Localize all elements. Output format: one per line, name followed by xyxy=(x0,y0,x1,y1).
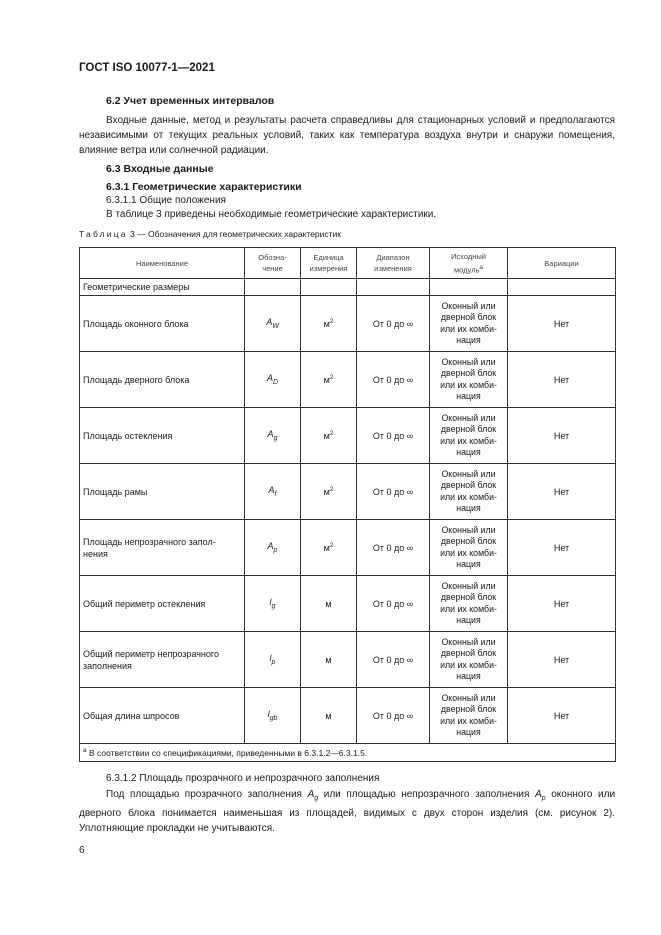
col-header-symbol: Обозна- чение xyxy=(245,248,301,279)
footnote-row xyxy=(80,744,616,762)
cell-unit-text: м xyxy=(325,599,332,609)
table-row xyxy=(80,688,616,744)
section-6-3-1-2-title: 6.3.1.2 Площадь прозрачного и непрозрачного заполнения xyxy=(106,773,380,784)
cell-variations: Нет xyxy=(508,408,616,464)
symbol-a-p-subscript: p xyxy=(541,795,546,802)
cell-symbol xyxy=(245,520,301,576)
cell-module: Оконный или дверной блок или их комби- нация xyxy=(430,576,508,632)
cell-symbol-letter: A xyxy=(267,429,274,440)
cell-symbol-letter: A xyxy=(266,317,273,328)
cell-module: Оконный или дверной блок или их комби- нация xyxy=(430,520,508,576)
cell-unit xyxy=(301,632,357,688)
subheader-row xyxy=(80,279,616,296)
col-header-name: Наименование xyxy=(80,248,245,279)
cell-variations: Нет xyxy=(508,576,616,632)
cell-variations: Нет xyxy=(508,352,616,408)
subheader-geometric-dimensions: Геометрические размеры xyxy=(80,279,245,296)
cell-unit-exponent: 2 xyxy=(329,374,334,381)
cell-module: Оконный или дверной блок или их комби- нация xyxy=(430,352,508,408)
table-row xyxy=(80,520,616,576)
section-6-3-1-2-text-a: Под площадью прозрачного заполнения xyxy=(106,789,302,800)
cell-unit-text: м xyxy=(323,487,330,497)
cell-symbol xyxy=(245,464,301,520)
page-number: 6 xyxy=(79,845,85,856)
cell-symbol-subscript: f xyxy=(274,490,277,498)
cell-symbol xyxy=(245,352,301,408)
col-header-variations: Вариации xyxy=(508,248,616,279)
table-footnote-text: В соответствии со спецификациями, приведенными в 6.3.1.2—6.3.1.5. xyxy=(89,747,368,758)
cell-variations: Нет xyxy=(508,464,616,520)
cell-symbol-subscript: g xyxy=(273,434,278,442)
section-6-3-1-2-text-c: оконного или дверного блока понимается наименьшая из площадей, видимых с двух сторон изделия (см. рисунок 2). Уплотняющие прокладки не учитываются. xyxy=(79,789,616,834)
document-code: ГОСТ ISO 10077-1—2021 xyxy=(79,62,215,74)
section-6-3-1-2-text xyxy=(79,787,615,836)
symbol-a-g-subscript: g xyxy=(314,795,319,802)
table-row xyxy=(80,464,616,520)
cell-module: Оконный или дверной блок или их комби- нация xyxy=(430,464,508,520)
cell-range: От 0 до ∞ xyxy=(357,632,430,688)
symbol-a-p-letter: A xyxy=(535,789,542,800)
cell-module: Оконный или дверной блок или их комби- нация xyxy=(430,688,508,744)
cell-symbol-letter: A xyxy=(268,485,275,496)
cell-symbol-subscript: p xyxy=(273,546,278,554)
cell-name: Площадь непрозрачного запол- нения xyxy=(80,520,245,576)
cell-variations: Нет xyxy=(508,688,616,744)
cell-variations: Нет xyxy=(508,632,616,688)
cell-name: Общая длина шпросов xyxy=(80,688,245,744)
cell-unit xyxy=(301,408,357,464)
cell-range: От 0 до ∞ xyxy=(357,576,430,632)
col-header-range: Диапазон изменения xyxy=(357,248,430,279)
section-6-3-1-2-text-b: или площадью непрозрачного заполнения xyxy=(323,789,530,800)
cell-range: От 0 до ∞ xyxy=(357,352,430,408)
cell-symbol-subscript: W xyxy=(272,322,279,330)
cell-symbol-subscript: g xyxy=(271,602,276,610)
cell-range: От 0 до ∞ xyxy=(357,296,430,352)
cell-unit-text: м xyxy=(323,431,330,441)
table-row xyxy=(80,352,616,408)
cell-module: Оконный или дверной блок или их комби- нация xyxy=(430,632,508,688)
cell-symbol-letter: A xyxy=(266,373,273,384)
table-row xyxy=(80,296,616,352)
cell-range: От 0 до ∞ xyxy=(357,408,430,464)
table-row xyxy=(80,576,616,632)
cell-unit-text: м xyxy=(323,319,330,329)
table-intro-text: В таблице 3 приведены необходимые геометрические характеристики. xyxy=(106,209,437,220)
cell-name: Площадь дверного блока xyxy=(80,352,245,408)
cell-unit-exponent: 2 xyxy=(329,486,334,493)
section-6-3-1-1-title: 6.3.1.1 Общие положения xyxy=(106,195,226,206)
cell-symbol xyxy=(245,632,301,688)
cell-symbol-subscript: gb xyxy=(269,714,278,722)
cell-unit xyxy=(301,520,357,576)
table-caption xyxy=(79,229,341,239)
cell-unit xyxy=(301,576,357,632)
table-header-row xyxy=(80,248,616,279)
table-row xyxy=(80,632,616,688)
cell-range: От 0 до ∞ xyxy=(357,464,430,520)
table-row xyxy=(80,408,616,464)
cell-module: Оконный или дверной блок или их комби- нация xyxy=(430,296,508,352)
cell-name: Общий периметр остекления xyxy=(80,576,245,632)
cell-unit-exponent: 2 xyxy=(329,318,334,325)
cell-name: Общий периметр непрозрачного заполнения xyxy=(80,632,245,688)
cell-module: Оконный или дверной блок или их комби- нация xyxy=(430,408,508,464)
cell-range: От 0 до ∞ xyxy=(357,688,430,744)
footnote-marker: a xyxy=(479,263,484,271)
cell-name: Площадь остекления xyxy=(80,408,245,464)
table-caption-text: 3 — Обозначения для геометрических характеристик xyxy=(130,229,342,239)
geometric-characteristics-table xyxy=(79,247,616,762)
cell-unit xyxy=(301,352,357,408)
cell-unit-text: м xyxy=(323,543,330,553)
table-caption-prefix: Таблица xyxy=(79,229,128,239)
symbol-a-g xyxy=(308,789,319,800)
cell-symbol xyxy=(245,296,301,352)
cell-variations: Нет xyxy=(508,296,616,352)
cell-unit-text: м xyxy=(325,711,332,721)
table-footnote-marker: a xyxy=(83,747,87,755)
section-6-3-title: 6.3 Входные данные xyxy=(106,163,214,175)
cell-name: Площадь оконного блока xyxy=(80,296,245,352)
table-footnote xyxy=(80,744,616,762)
cell-unit-text: м xyxy=(325,655,332,665)
cell-symbol-letter: l xyxy=(269,653,272,664)
col-header-module xyxy=(430,248,508,279)
cell-unit xyxy=(301,296,357,352)
cell-symbol-subscript: p xyxy=(271,658,276,666)
cell-unit-exponent: 2 xyxy=(329,430,334,437)
section-6-3-1-title: 6.3.1 Геометрические характеристики xyxy=(106,181,302,193)
cell-symbol xyxy=(245,576,301,632)
cell-symbol-letter: A xyxy=(267,541,274,552)
cell-unit-exponent: 2 xyxy=(329,542,334,549)
cell-unit-text: м xyxy=(323,375,330,385)
symbol-a-g-letter: A xyxy=(307,789,315,800)
cell-symbol-letter: l xyxy=(267,709,270,720)
symbol-a-p xyxy=(535,789,546,800)
cell-name: Площадь рамы xyxy=(80,464,245,520)
cell-range: От 0 до ∞ xyxy=(357,520,430,576)
cell-symbol-subscript: D xyxy=(272,378,279,386)
cell-symbol xyxy=(245,408,301,464)
cell-unit xyxy=(301,464,357,520)
cell-symbol-letter: l xyxy=(269,597,272,608)
col-header-unit: Единица измерения xyxy=(301,248,357,279)
cell-symbol xyxy=(245,688,301,744)
col-header-module-label: Исходный модуль xyxy=(451,251,486,275)
section-6-2-text: Входные данные, метод и результаты расчета справедливы для стационарных условий и предполагаются независимыми от текущих реальных условий, таких как температура воздуха внутри и снаружи помещения, влияние ветра или солнечной радиации. xyxy=(79,115,615,156)
cell-unit xyxy=(301,688,357,744)
section-6-2-title: 6.2 Учет временных интервалов xyxy=(106,95,275,107)
cell-variations: Нет xyxy=(508,520,616,576)
